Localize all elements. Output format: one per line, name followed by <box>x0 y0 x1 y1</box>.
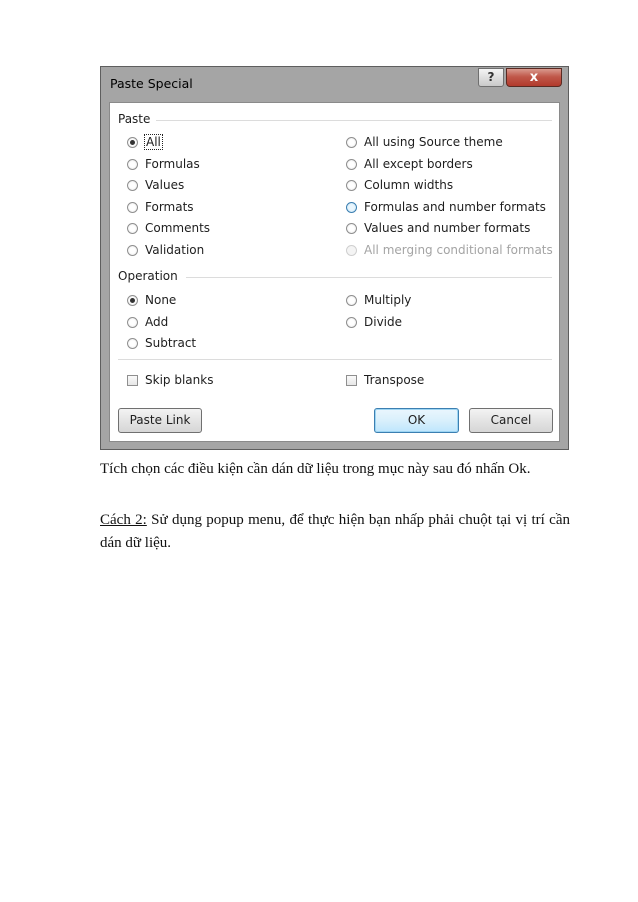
method-label: Cách 2: <box>100 512 147 528</box>
radio-operation-divide[interactable] <box>346 314 402 330</box>
option-label: Add <box>145 315 169 329</box>
radio-button[interactable] <box>127 295 138 306</box>
radio-button[interactable] <box>346 159 357 170</box>
option-label: All using Source theme <box>364 135 503 149</box>
checkbox[interactable] <box>346 375 357 386</box>
radio-operation-none[interactable] <box>127 292 176 308</box>
paste-link-button[interactable]: Paste Link <box>118 408 202 433</box>
option-label: All merging conditional formats <box>364 243 553 257</box>
checkbox-transpose[interactable] <box>346 372 424 388</box>
radio-button[interactable] <box>346 137 357 148</box>
radio-button[interactable] <box>346 317 357 328</box>
radio-button[interactable] <box>127 317 138 328</box>
radio-paste-validation[interactable] <box>127 242 204 258</box>
radio-operation-subtract[interactable] <box>127 335 196 351</box>
radio-button[interactable] <box>127 338 138 349</box>
radio-paste-formulas[interactable] <box>127 156 200 172</box>
radio-button[interactable] <box>346 223 357 234</box>
dialog-titlebar[interactable] <box>101 67 568 103</box>
radio-button[interactable] <box>127 245 138 256</box>
ok-button[interactable]: OK <box>374 408 459 433</box>
options-divider <box>118 359 552 360</box>
option-label: Multiply <box>364 293 412 307</box>
radio-button[interactable] <box>346 295 357 306</box>
option-label: Formulas <box>145 157 200 171</box>
option-label: Comments <box>145 221 211 235</box>
radio-paste-comments[interactable] <box>127 220 210 236</box>
radio-paste-values[interactable] <box>127 177 184 193</box>
dialog-body <box>109 102 560 442</box>
paste-special-dialog <box>100 66 569 450</box>
radio-paste-all-source-theme[interactable] <box>346 134 503 150</box>
paste-group-divider <box>156 120 552 121</box>
cancel-button[interactable]: Cancel <box>469 408 553 433</box>
radio-button[interactable] <box>127 180 138 191</box>
radio-paste-values-number-formats[interactable] <box>346 220 530 236</box>
radio-paste-all[interactable] <box>127 134 162 150</box>
dialog-title: Paste Special <box>110 76 193 91</box>
radio-operation-multiply[interactable] <box>346 292 411 308</box>
checkbox-skip-blanks[interactable] <box>127 372 213 388</box>
instruction-paragraph: Tích chọn các điều kiện cần dán dữ liệu trong mục này sau đó nhấn Ok. <box>100 461 531 477</box>
option-label: Validation <box>145 243 205 257</box>
radio-button[interactable] <box>346 180 357 191</box>
option-label: All except borders <box>364 157 473 171</box>
option-label: Formats <box>145 200 194 214</box>
radio-paste-formulas-number-formats[interactable] <box>346 199 546 215</box>
option-label: Transpose <box>364 373 425 387</box>
radio-button[interactable] <box>346 202 357 213</box>
option-label: Divide <box>364 315 403 329</box>
radio-paste-column-widths[interactable] <box>346 177 453 193</box>
option-label: All <box>146 135 161 149</box>
radio-button[interactable] <box>127 159 138 170</box>
operation-group-divider <box>186 277 552 278</box>
radio-paste-formats[interactable] <box>127 199 194 215</box>
option-label: None <box>145 293 177 307</box>
close-icon[interactable]: x <box>506 68 562 87</box>
checkbox[interactable] <box>127 375 138 386</box>
operation-group-label: Operation <box>118 269 178 283</box>
radio-operation-add[interactable] <box>127 314 168 330</box>
radio-paste-all-merging-conditional-formats <box>346 242 553 258</box>
paste-group-label: Paste <box>118 112 151 126</box>
option-label: Formulas and number formats <box>364 200 546 214</box>
option-label: Subtract <box>145 336 197 350</box>
radio-paste-all-except-borders[interactable] <box>346 156 473 172</box>
option-label: Values and number formats <box>364 221 531 235</box>
option-label: Column widths <box>364 178 454 192</box>
help-icon[interactable]: ? <box>478 68 504 87</box>
option-label: Values <box>145 178 185 192</box>
radio-button <box>346 245 357 256</box>
method-paragraph <box>100 509 570 555</box>
radio-button[interactable] <box>127 223 138 234</box>
option-label: Skip blanks <box>145 373 214 387</box>
radio-button[interactable] <box>127 137 138 148</box>
method-description: Sử dụng popup menu, để thực hiện bạn nhấp phải chuột tại vị trí cần dán dữ liệu. <box>100 512 570 551</box>
radio-button[interactable] <box>127 202 138 213</box>
